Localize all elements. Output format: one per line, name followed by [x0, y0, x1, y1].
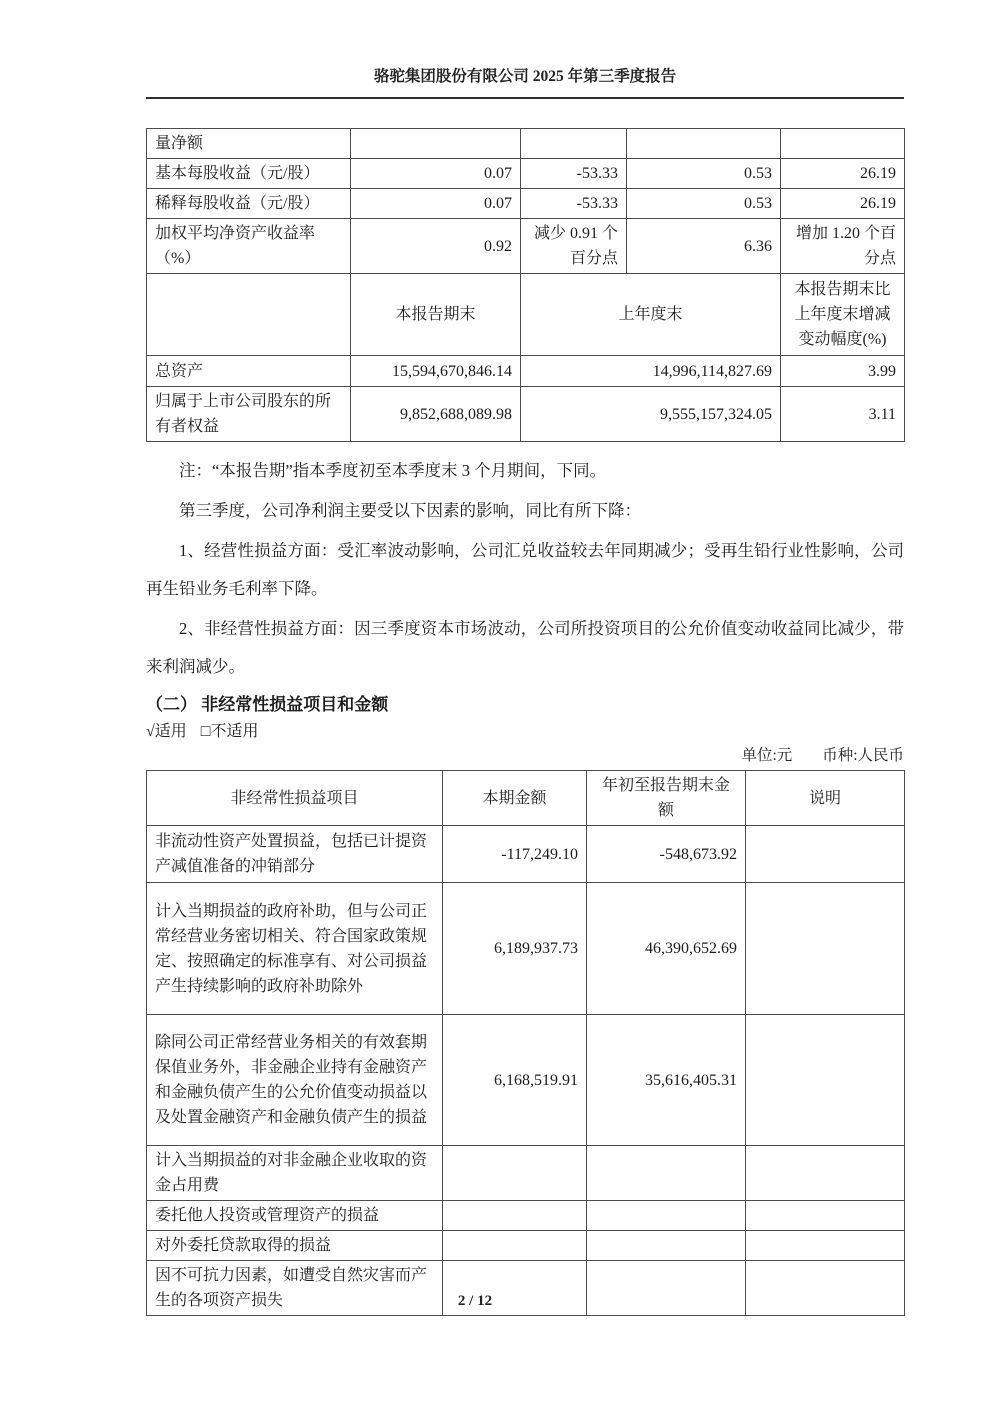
value-cell: 6,189,937.73 — [443, 883, 587, 1015]
column-header-cell: 本报告期末 — [351, 274, 521, 356]
table-row-partial — [147, 129, 905, 159]
value-cell: 9,852,688,089.98 — [351, 387, 521, 442]
row-label-cell: 总资产 — [147, 356, 351, 387]
note-factor-1: 1、经营性损益方面：受汇率波动影响，公司汇兑收益较去年同期减少；受再生铅行业性影响，公司再生铅业务毛利率下降。 — [146, 541, 904, 598]
value-cell — [587, 1201, 746, 1231]
value-cell: 46,390,652.69 — [587, 883, 746, 1015]
note-impact-intro: 第三季度，公司净利润主要受以下因素的影响，同比有所下降： — [179, 501, 641, 520]
item-label-cell: 因不可抗力因素，如遭受自然灾害而产生的各项资产损失 — [147, 1261, 443, 1316]
column-header-cell: 本报告期末比上年度末增减变动幅度(%) — [781, 274, 905, 356]
page-content — [146, 0, 904, 1316]
value-cell: 0.07 — [351, 189, 521, 219]
value-cell: 26.19 — [781, 189, 905, 219]
column-header-cell: 年初至报告期末金额 — [587, 771, 746, 826]
value-cell: 26.19 — [781, 159, 905, 189]
row-label-cell: 归属于上市公司股东的所有者权益 — [147, 387, 351, 442]
note-cell — [746, 1231, 905, 1261]
table-row-total-assets — [147, 356, 905, 387]
table-row-occupation-fee — [147, 1146, 905, 1201]
value-cell — [587, 1231, 746, 1261]
value-cell: 3.99 — [781, 356, 905, 387]
value-cell: 增加 1.20 个百分点 — [781, 219, 905, 274]
financial-summary-table — [146, 128, 905, 442]
note-factor-2: 2、非经营性损益方面：因三季度资本市场波动，公司所投资项目的公允价值变动收益同比减少，带来利润减少。 — [146, 619, 904, 676]
note-cell — [746, 1015, 905, 1146]
currency-label: 币种:人民币 — [822, 747, 904, 764]
value-cell: 35,616,405.31 — [587, 1015, 746, 1146]
not-applicable-option: □不适用 — [200, 723, 259, 740]
empty-cell — [781, 129, 905, 159]
value-cell: -548,673.92 — [587, 826, 746, 883]
table-row-entrusted-investment — [147, 1201, 905, 1231]
value-cell — [443, 1146, 587, 1201]
value-cell — [443, 1231, 587, 1261]
item-label-cell: 计入当期损益的对非金融企业收取的资金占用费 — [147, 1146, 443, 1201]
value-cell: 0.53 — [627, 189, 781, 219]
unit-label: 单位:元 — [741, 747, 793, 764]
table-row-period-header — [147, 274, 905, 356]
table-row-fair-value — [147, 1015, 905, 1146]
note-cell — [746, 826, 905, 883]
table-row-roe — [147, 219, 905, 274]
table-row-asset-disposal — [147, 826, 905, 883]
row-label-cell: 稀释每股收益（元/股） — [147, 189, 351, 219]
note-cell — [746, 883, 905, 1015]
value-cell — [587, 1146, 746, 1201]
table-header-row — [147, 771, 905, 826]
row-label-cell: 量净额 — [147, 129, 351, 159]
note-definition: 注：“本报告期”指本季度初至本季度末 3 个月期间，下同。 — [179, 461, 607, 480]
value-cell: 0.07 — [351, 159, 521, 189]
page-number: 2 / 12 — [457, 1293, 493, 1309]
applicable-checked-option: √适用 — [146, 723, 187, 740]
non-recurring-items-table — [146, 770, 905, 1316]
column-header-cell: 本期金额 — [443, 771, 587, 826]
item-label-cell: 委托他人投资或管理资产的损益 — [147, 1201, 443, 1231]
value-cell: 15,594,670,846.14 — [351, 356, 521, 387]
value-cell: 0.53 — [627, 159, 781, 189]
table-row-gov-subsidy — [147, 883, 905, 1015]
notes-block — [146, 452, 904, 686]
value-cell: 6.36 — [627, 219, 781, 274]
note-cell — [746, 1146, 905, 1201]
column-header-cell: 非经常性损益项目 — [147, 771, 443, 826]
header-divider — [146, 97, 904, 99]
value-cell: 14,996,114,827.69 — [521, 356, 781, 387]
value-cell: -53.33 — [521, 159, 627, 189]
empty-cell — [627, 129, 781, 159]
table-row-equity — [147, 387, 905, 442]
empty-cell — [521, 129, 627, 159]
item-label-cell: 非流动性资产处置损益，包括已计提资产减值准备的冲销部分 — [147, 826, 443, 883]
value-cell: 9,555,157,324.05 — [521, 387, 781, 442]
item-label-cell: 计入当期损益的政府补助，但与公司正常经营业务密切相关、符合国家政策规定、按照确定的标准享有、对公司损益产生持续影响的政府补助除外 — [147, 883, 443, 1015]
table-row-basic-eps — [147, 159, 905, 189]
row-label-cell: 加权平均净资产收益率（%） — [147, 219, 351, 274]
value-cell: 减少 0.91 个百分点 — [521, 219, 627, 274]
value-cell: -53.33 — [521, 189, 627, 219]
column-header-cell: 说明 — [746, 771, 905, 826]
value-cell: 6,168,519.91 — [443, 1015, 587, 1146]
empty-cell — [351, 129, 521, 159]
applicability-line — [146, 720, 904, 744]
value-cell: -117,249.10 — [443, 826, 587, 883]
column-header-cell: 上年度末 — [521, 274, 781, 356]
value-cell: 0.92 — [351, 219, 521, 274]
empty-cell — [147, 274, 351, 356]
item-label-cell: 对外委托贷款取得的损益 — [147, 1231, 443, 1261]
section-heading: （二） 非经常性损益项目和金额 — [146, 695, 389, 714]
document-title: 骆驼集团股份有限公司 2025 年第三季度报告 — [373, 68, 677, 85]
value-cell — [443, 1201, 587, 1231]
unit-line — [146, 744, 904, 768]
item-label-cell: 除同公司正常经营业务相关的有效套期保值业务外，非金融企业持有金融资产和金融负债产生的公允价值变动损益以及处置金融资产和金融负债产生的损益 — [147, 1015, 443, 1146]
table-row-diluted-eps — [147, 189, 905, 219]
row-label-cell: 基本每股收益（元/股） — [147, 159, 351, 189]
value-cell: 3.11 — [781, 387, 905, 442]
note-cell — [746, 1201, 905, 1231]
table-row-entrusted-loans — [147, 1231, 905, 1261]
